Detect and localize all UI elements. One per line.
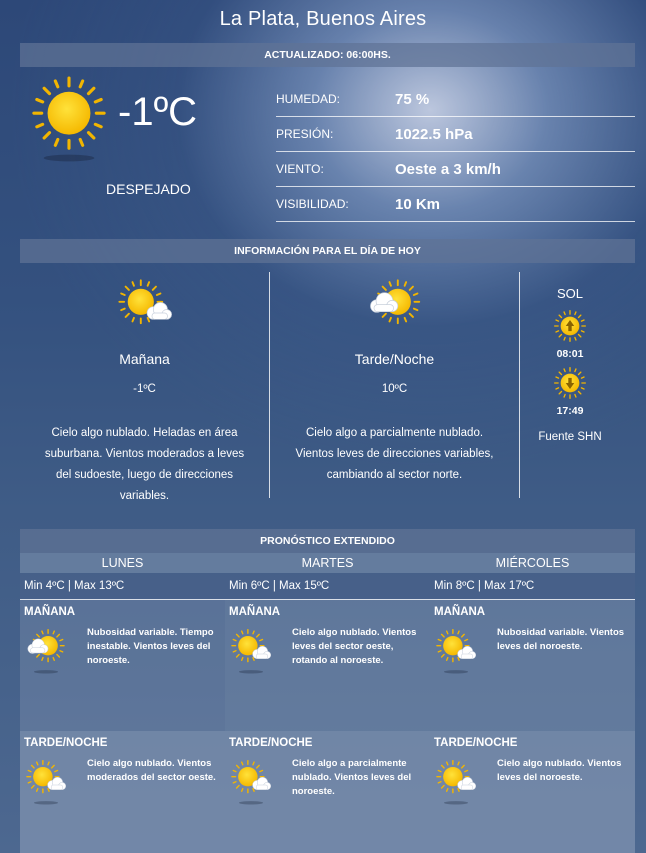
extended-header: PRONÓSTICO EXTENDIDO: [20, 529, 635, 553]
period-title: TARDE/NOCHE: [229, 737, 313, 749]
period-label: Mañana: [119, 351, 170, 367]
period-text: Cielo algo nublado. Vientos moderados del sector oeste.: [87, 758, 216, 783]
sunrise-time: 08:01: [556, 348, 584, 360]
period-desc: [272, 423, 517, 486]
current-stats: [276, 82, 635, 222]
extended-forecast: [20, 553, 635, 832]
sun-cloud-icon: [229, 759, 273, 805]
stat-value: 10 Km: [395, 195, 441, 213]
sun-cloud-icon: [113, 278, 177, 334]
stat-value: 1022.5 hPa: [395, 125, 473, 143]
period-title: TARDE/NOCHE: [24, 737, 108, 749]
desc-line: cambiando al sector norte.: [326, 469, 463, 481]
desc-line: Cielo algo a parcialmente nublado.: [305, 427, 484, 439]
sun-cloud-icon: [24, 759, 68, 805]
desc-line: variables.: [119, 490, 170, 502]
day-morning: [20, 600, 225, 731]
cloud-sun-icon: [24, 628, 68, 674]
period-text: Nubosidad variable. Vientos leves del noroeste.: [497, 627, 625, 652]
sun-cloud-icon: [434, 759, 478, 805]
forecast-day: [20, 553, 225, 832]
day-morning: [225, 600, 430, 731]
cloud-sun-icon: [363, 278, 427, 334]
day-night: [225, 731, 430, 853]
day-minmax: Min 6ºC | Max 15ºC: [225, 573, 430, 600]
stat-humidity: [276, 82, 635, 117]
period-text: Cielo algo nublado. Vientos leves del sector oeste, rotando al noroeste.: [292, 627, 417, 666]
period-temp: 10ºC: [381, 383, 408, 395]
day-night: [20, 731, 225, 853]
period-text: Nubosidad variable. Tiempo inestable. Vientos leves del noroeste.: [87, 627, 214, 666]
desc-line: suburbana. Vientos moderados a leves: [44, 448, 245, 460]
period-title: MAÑANA: [434, 606, 486, 618]
day-minmax: Min 8ºC | Max 17ºC: [430, 573, 635, 600]
today-morning: [22, 272, 267, 507]
page-title: La Plata, Buenos Aires: [219, 8, 427, 30]
sun-cloud-icon: [229, 628, 273, 674]
day-name: MIÉRCOLES: [430, 553, 635, 573]
stat-visibility: [276, 187, 635, 222]
day-morning: [430, 600, 635, 731]
stat-pressure: [276, 117, 635, 152]
day-minmax: Min 4ºC | Max 13ºC: [20, 573, 225, 600]
sun-cloud-icon: [434, 628, 478, 674]
sun-source: Fuente SHN: [538, 431, 602, 443]
period-desc: [22, 423, 267, 507]
sun-icon: [30, 74, 108, 169]
forecast-day: [430, 553, 635, 832]
forecast-day: [225, 553, 430, 832]
desc-line: Cielo algo nublado. Heladas en área: [51, 427, 238, 439]
stat-value: Oeste a 3 km/h: [395, 160, 501, 178]
today-afternoon: [272, 272, 517, 486]
period-text: Cielo algo a parcialmente nublado. Vientos leves del noroeste.: [292, 758, 412, 797]
sunset-icon: [553, 366, 587, 400]
day-night: [430, 731, 635, 853]
updated-bar: ACTUALIZADO: 06:00HS.: [20, 43, 635, 67]
period-title: TARDE/NOCHE: [434, 737, 518, 749]
stat-label: PRESIÓN:: [276, 127, 334, 141]
sun-times: [520, 272, 620, 443]
day-name: MARTES: [225, 553, 430, 573]
current-condition: DESPEJADO: [106, 181, 191, 197]
period-temp: -1ºC: [133, 383, 156, 395]
stat-label: VIENTO:: [276, 162, 324, 176]
stat-label: VISIBILIDAD:: [276, 197, 349, 211]
desc-line: del sudoeste, luego de direcciones: [55, 469, 234, 481]
divider: [269, 272, 270, 498]
sun-title: SOL: [556, 286, 583, 301]
today-header: INFORMACIÓN PARA EL DÍA DE HOY: [20, 239, 635, 263]
sunset-time: 17:49: [556, 405, 584, 417]
stat-value: 75 %: [395, 90, 430, 108]
day-name: LUNES: [20, 553, 225, 573]
period-title: MAÑANA: [24, 606, 76, 618]
sunrise-icon: [553, 309, 587, 343]
period-label: Tarde/Noche: [354, 351, 435, 367]
current-temperature: -1ºC: [118, 90, 198, 134]
desc-line: Vientos leves de direcciones variables,: [295, 448, 494, 460]
stat-wind: [276, 152, 635, 187]
period-text: Cielo algo nublado. Vientos leves del noroeste.: [497, 758, 622, 783]
period-title: MAÑANA: [229, 606, 281, 618]
stat-label: HUMEDAD:: [276, 92, 341, 106]
